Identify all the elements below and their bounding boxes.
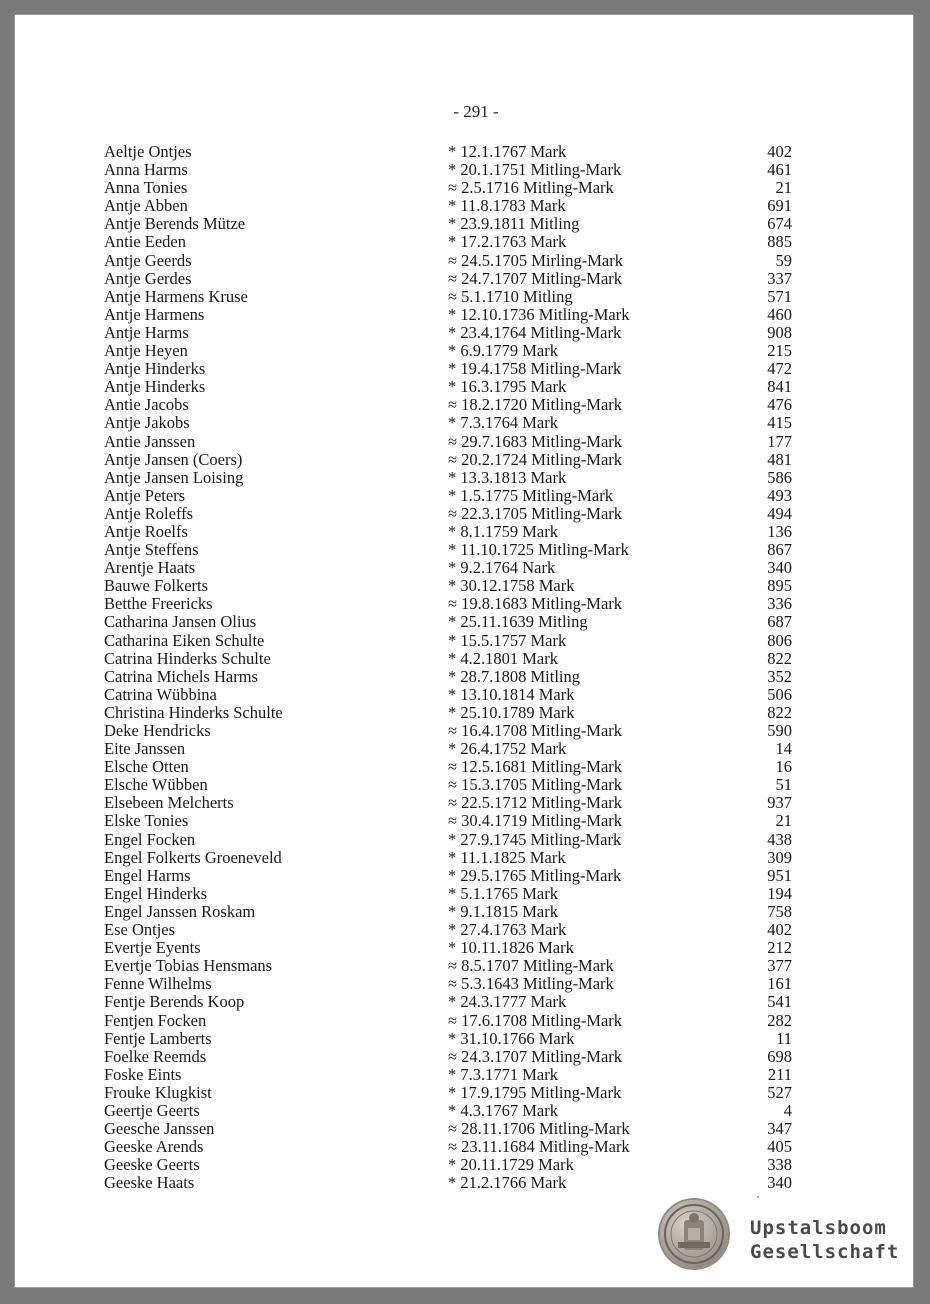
entry-name: Geertje Geerts <box>104 1100 200 1120</box>
entry-date: * 13.10.1814 Mark <box>448 684 575 704</box>
entry-name: Antje Hinderks <box>104 377 206 397</box>
entry-row <box>104 668 804 686</box>
entry-name: Betthe Freericks <box>104 594 213 614</box>
entry-row <box>104 342 804 360</box>
entry-date: * 4.3.1767 Mark <box>448 1100 558 1120</box>
entry-number: 691 <box>767 196 792 216</box>
entry-number: 506 <box>767 684 792 704</box>
entry-row <box>104 487 804 505</box>
entry-date: * 25.10.1789 Mark <box>448 702 575 722</box>
entry-row <box>104 975 804 993</box>
entry-number: 282 <box>767 1010 792 1030</box>
entry-row <box>104 776 804 794</box>
entry-date: ≈ 24.5.1705 Mirling-Mark <box>448 250 623 270</box>
entry-number: 16 <box>775 757 792 777</box>
entry-row <box>104 794 804 812</box>
entry-date: * 20.11.1729 Mark <box>448 1155 574 1175</box>
entry-number: 674 <box>767 214 792 234</box>
entry-row <box>104 812 804 830</box>
entry-row <box>104 523 804 541</box>
entry-number: 405 <box>767 1137 792 1157</box>
entry-number: 21 <box>775 178 792 198</box>
entry-date: ≈ 24.7.1707 Mitling-Mark <box>448 268 623 288</box>
entry-number: 951 <box>767 865 792 885</box>
entry-name: Engel Harms <box>104 865 191 885</box>
entry-row <box>104 1120 804 1138</box>
entry-number: 698 <box>767 1046 792 1066</box>
entry-date: * 16.3.1795 Mark <box>448 377 567 397</box>
entry-row <box>104 143 804 161</box>
entry-date: * 21.2.1766 Mark <box>448 1173 567 1193</box>
entry-name: Christina Hinderks Schulte <box>104 702 283 722</box>
entry-name: Antje Peters <box>104 485 186 505</box>
entry-name: Antje Berends Mütze <box>104 214 246 234</box>
entry-name: Geeske Haats <box>104 1173 195 1193</box>
entry-row <box>104 252 804 270</box>
entry-name: Fentjen Focken <box>104 1010 207 1030</box>
entry-row <box>104 433 804 451</box>
entry-name: Antje Abben <box>104 196 188 216</box>
entry-date: * 26.4.1752 Mark <box>448 739 567 759</box>
entry-number: 586 <box>767 467 792 487</box>
entry-date: * 11.1.1825 Mark <box>448 847 566 867</box>
entry-name: Foske Eints <box>104 1064 182 1084</box>
entry-row <box>104 885 804 903</box>
entry-number: 460 <box>767 304 792 324</box>
entry-number: 161 <box>767 974 792 994</box>
entry-date: * 17.9.1795 Mitling-Mark <box>448 1082 622 1102</box>
entry-date: ≈ 16.4.1708 Mitling-Mark <box>448 721 623 740</box>
entry-row <box>104 1174 804 1192</box>
entry-date: * 29.5.1765 Mitling-Mark <box>448 865 622 885</box>
entry-date: * 27.9.1745 Mitling-Mark <box>448 829 622 849</box>
entry-row <box>104 867 804 885</box>
entry-row <box>104 233 804 251</box>
entry-date: * 30.12.1758 Mark <box>448 576 575 596</box>
entry-row <box>104 1138 804 1156</box>
entry-row <box>104 613 804 631</box>
entry-row <box>104 396 804 414</box>
entry-name: Antje Jansen (Coers) <box>104 449 243 469</box>
watermark-line-2: Gesellschaft <box>750 1241 900 1263</box>
entry-date: * 31.10.1766 Mark <box>448 1028 575 1048</box>
entry-number: 494 <box>767 503 792 523</box>
entry-number: 337 <box>767 268 792 288</box>
entry-name: Antje Roleffs <box>104 503 194 523</box>
entry-date: * 9.1.1815 Mark <box>448 901 558 921</box>
entry-row <box>104 1030 804 1048</box>
entry-number: 402 <box>767 142 792 161</box>
entry-date: ≈ 8.5.1707 Mitling-Mark <box>448 956 614 976</box>
entry-number: 590 <box>767 721 792 740</box>
entry-list <box>104 143 804 1192</box>
entry-name: Evertje Tobias Hensmans <box>104 956 273 976</box>
entry-name: Antie Janssen <box>104 431 196 451</box>
entry-date: ≈ 5.3.1643 Mitling-Mark <box>448 974 614 994</box>
entry-date: ≈ 24.3.1707 Mitling-Mark <box>448 1046 623 1066</box>
entry-row <box>104 903 804 921</box>
entry-row <box>104 197 804 215</box>
entry-number: 336 <box>767 594 792 614</box>
entry-date: * 4.2.1801 Mark <box>448 648 558 668</box>
entry-date: * 23.4.1764 Mitling-Mark <box>448 322 622 342</box>
entry-number: 309 <box>767 847 792 867</box>
entry-number: 415 <box>767 413 792 433</box>
entry-row <box>104 722 804 740</box>
entry-date: * 6.9.1779 Mark <box>448 341 558 361</box>
entry-name: Antje Jansen Loising <box>104 467 244 487</box>
entry-row <box>104 505 804 523</box>
entry-name: Antje Jakobs <box>104 413 190 433</box>
entry-name: Elsebeen Melcherts <box>104 793 234 813</box>
entry-row <box>104 451 804 469</box>
entry-name: Antje Gerdes <box>104 268 192 288</box>
entry-number: 438 <box>767 829 792 849</box>
entry-row <box>104 831 804 849</box>
entry-number: 4 <box>783 1100 792 1120</box>
entry-name: Antje Geerds <box>104 250 192 270</box>
entry-date: * 24.3.1777 Mark <box>448 992 567 1012</box>
entry-number: 11 <box>776 1028 792 1048</box>
entry-number: 402 <box>767 920 792 940</box>
entry-number: 758 <box>767 901 792 921</box>
entry-row <box>104 595 804 613</box>
entry-name: Anna Tonies <box>104 178 188 198</box>
entry-date: ≈ 29.7.1683 Mitling-Mark <box>448 431 623 451</box>
entry-date: ≈ 19.8.1683 Mitling-Mark <box>448 594 623 614</box>
entry-number: 177 <box>767 431 792 451</box>
entry-number: 867 <box>767 540 792 560</box>
entry-row <box>104 849 804 867</box>
entry-row <box>104 270 804 288</box>
entry-date: ≈ 18.2.1720 Mitling-Mark <box>448 395 623 415</box>
entry-name: Engel Folkerts Groeneveld <box>104 847 282 867</box>
entry-number: 194 <box>767 883 792 903</box>
entry-name: Deke Hendricks <box>104 721 211 740</box>
entry-number: 347 <box>767 1119 792 1139</box>
entry-date: * 9.2.1764 Nark <box>448 558 556 578</box>
entry-row <box>104 1156 804 1174</box>
entry-row <box>104 215 804 233</box>
entry-row <box>104 378 804 396</box>
entry-name: Fenne Wilhelms <box>104 974 212 994</box>
entry-name: Ese Ontjes <box>104 920 176 940</box>
entry-date: ≈ 15.3.1705 Mitling-Mark <box>448 775 623 795</box>
seal-emblem <box>662 1202 726 1266</box>
entry-row <box>104 957 804 975</box>
entry-date: ≈ 23.11.1684 Mitling-Mark <box>448 1137 630 1157</box>
entry-name: Geeske Arends <box>104 1137 204 1157</box>
entry-date: ≈ 5.1.1710 Mitling <box>448 286 573 306</box>
entry-number: 215 <box>767 341 792 361</box>
entry-number: 687 <box>767 612 792 632</box>
entry-name: Frouke Klugkist <box>104 1082 212 1102</box>
entry-date: * 10.11.1826 Mark <box>448 938 574 958</box>
entry-name: Bauwe Folkerts <box>104 576 209 596</box>
entry-row <box>104 541 804 559</box>
entry-name: Fentje Lamberts <box>104 1028 212 1048</box>
entry-row <box>104 632 804 650</box>
watermark-line-1: Upstalsboom <box>750 1217 887 1239</box>
entry-name: Geesche Janssen <box>104 1119 215 1139</box>
entry-number: 340 <box>767 558 792 578</box>
entry-number: 472 <box>767 359 792 379</box>
entry-name: Antje Heyen <box>104 341 188 361</box>
entry-row <box>104 740 804 758</box>
entry-number: 461 <box>767 160 792 180</box>
entry-date: ≈ 17.6.1708 Mitling-Mark <box>448 1010 623 1030</box>
entry-date: * 28.7.1808 Mitling <box>448 666 581 686</box>
entry-number: 476 <box>767 395 792 415</box>
entry-row <box>104 179 804 197</box>
entry-row <box>104 758 804 776</box>
entry-number: 14 <box>775 739 792 759</box>
entry-row <box>104 324 804 342</box>
entry-number: 822 <box>767 702 792 722</box>
entry-name: Eite Janssen <box>104 739 186 759</box>
entry-name: Elsche Otten <box>104 757 189 777</box>
page-number: - 291 - <box>453 102 499 121</box>
entry-row <box>104 559 804 577</box>
entry-number: 212 <box>767 938 792 958</box>
entry-name: Catharina Eiken Schulte <box>104 630 265 650</box>
entry-name: Catrina Hinderks Schulte <box>104 648 271 668</box>
entry-number: 481 <box>767 449 792 469</box>
entry-date: * 11.8.1783 Mark <box>448 196 566 216</box>
entry-date: * 12.1.1767 Mark <box>448 142 567 161</box>
entry-name: Antje Roelfs <box>104 521 188 541</box>
entry-name: Antje Hinderks <box>104 359 206 379</box>
entry-row <box>104 469 804 487</box>
entry-number: 377 <box>767 956 792 976</box>
entry-number: 21 <box>775 811 792 831</box>
entry-date: * 17.2.1763 Mark <box>448 232 567 252</box>
entry-date: * 12.10.1736 Mitling-Mark <box>448 304 630 324</box>
entry-date: ≈ 22.3.1705 Mitling-Mark <box>448 503 623 523</box>
entry-date: * 23.9.1811 Mitling <box>448 214 580 234</box>
entry-number: 895 <box>767 576 792 596</box>
entry-number: 908 <box>767 322 792 342</box>
entry-name: Engel Focken <box>104 829 196 849</box>
entry-row <box>104 414 804 432</box>
entry-row <box>104 1048 804 1066</box>
entry-date: ≈ 2.5.1716 Mitling-Mark <box>448 178 614 198</box>
entry-date: ≈ 12.5.1681 Mitling-Mark <box>448 757 623 777</box>
entry-row <box>104 1012 804 1030</box>
entry-name: Aeltje Ontjes <box>104 142 192 161</box>
document-page <box>14 14 914 1288</box>
entry-name: Engel Hinderks <box>104 883 208 903</box>
entry-name: Engel Janssen Roskam <box>104 901 256 921</box>
entry-number: 51 <box>775 775 792 795</box>
entry-name: Arentje Haats <box>104 558 196 578</box>
entry-date: ≈ 20.2.1724 Mitling-Mark <box>448 449 623 469</box>
entry-name: Antie Eeden <box>104 232 187 252</box>
entry-number: 541 <box>767 992 792 1012</box>
entry-row <box>104 360 804 378</box>
entry-name: Catrina Wübbina <box>104 684 217 704</box>
entry-date: * 20.1.1751 Mitling-Mark <box>448 160 622 180</box>
watermark-brand <box>750 1216 899 1264</box>
entry-number: 136 <box>767 521 792 541</box>
entry-name: Geeske Geerts <box>104 1155 200 1175</box>
entry-date: * 13.3.1813 Mark <box>448 467 567 487</box>
entry-row <box>104 577 804 595</box>
entry-date: * 19.4.1758 Mitling-Mark <box>448 359 622 379</box>
entry-date: * 5.1.1765 Mark <box>448 883 558 903</box>
entry-date: * 8.1.1759 Mark <box>448 521 558 541</box>
entry-row <box>104 704 804 722</box>
entry-name: Antie Jacobs <box>104 395 189 415</box>
entry-name: Catrina Michels Harms <box>104 666 258 686</box>
entry-name: Elsche Wübben <box>104 775 208 795</box>
entry-row <box>104 1102 804 1120</box>
entry-row <box>104 1066 804 1084</box>
entry-row <box>104 288 804 306</box>
entry-number: 59 <box>775 250 792 270</box>
entry-name: Elske Tonies <box>104 811 189 831</box>
entry-date: ≈ 30.4.1719 Mitling-Mark <box>448 811 623 831</box>
entry-row <box>104 993 804 1011</box>
entry-number: 885 <box>767 232 792 252</box>
entry-date: * 7.3.1764 Mark <box>448 413 558 433</box>
entry-date: * 25.11.1639 Mitling <box>448 612 588 632</box>
entry-date: * 27.4.1763 Mark <box>448 920 567 940</box>
entry-date: * 15.5.1757 Mark <box>448 630 567 650</box>
entry-number: 822 <box>767 648 792 668</box>
entry-row <box>104 686 804 704</box>
entry-date: * 1.5.1775 Mitling-Mark <box>448 485 613 505</box>
entry-date: * 7.3.1771 Mark <box>448 1064 558 1084</box>
entry-number: 841 <box>767 377 792 397</box>
entry-number: 937 <box>767 793 792 813</box>
entry-row <box>104 650 804 668</box>
entry-number: 211 <box>767 1064 792 1084</box>
entry-date: ≈ 22.5.1712 Mitling-Mark <box>448 793 623 813</box>
seal-icon <box>660 1200 728 1268</box>
entry-number: 340 <box>767 1173 792 1193</box>
entry-name: Foelke Reemds <box>104 1046 207 1066</box>
entry-row <box>104 1084 804 1102</box>
entry-number: 352 <box>767 666 792 686</box>
entry-name: Antje Harmens <box>104 304 205 324</box>
entry-number: 527 <box>767 1082 792 1102</box>
entry-name: Evertje Eyents <box>104 938 201 958</box>
speck <box>757 1196 759 1198</box>
entry-name: Catharina Jansen Olius <box>104 612 257 632</box>
entry-name: Fentje Berends Koop <box>104 992 245 1012</box>
entry-row <box>104 306 804 324</box>
entry-name: Antje Harmens Kruse <box>104 286 248 306</box>
entry-date: * 11.10.1725 Mitling-Mark <box>448 540 629 560</box>
entry-name: Antje Steffens <box>104 540 199 560</box>
entry-row <box>104 161 804 179</box>
entry-row <box>104 921 804 939</box>
entry-row <box>104 939 804 957</box>
entry-name: Anna Harms <box>104 160 188 180</box>
entry-date: ≈ 28.11.1706 Mitling-Mark <box>448 1119 630 1139</box>
entry-number: 571 <box>767 286 792 306</box>
entry-number: 338 <box>767 1155 792 1175</box>
entry-number: 493 <box>767 485 792 505</box>
entry-number: 806 <box>767 630 792 650</box>
entry-name: Antje Harms <box>104 322 189 342</box>
